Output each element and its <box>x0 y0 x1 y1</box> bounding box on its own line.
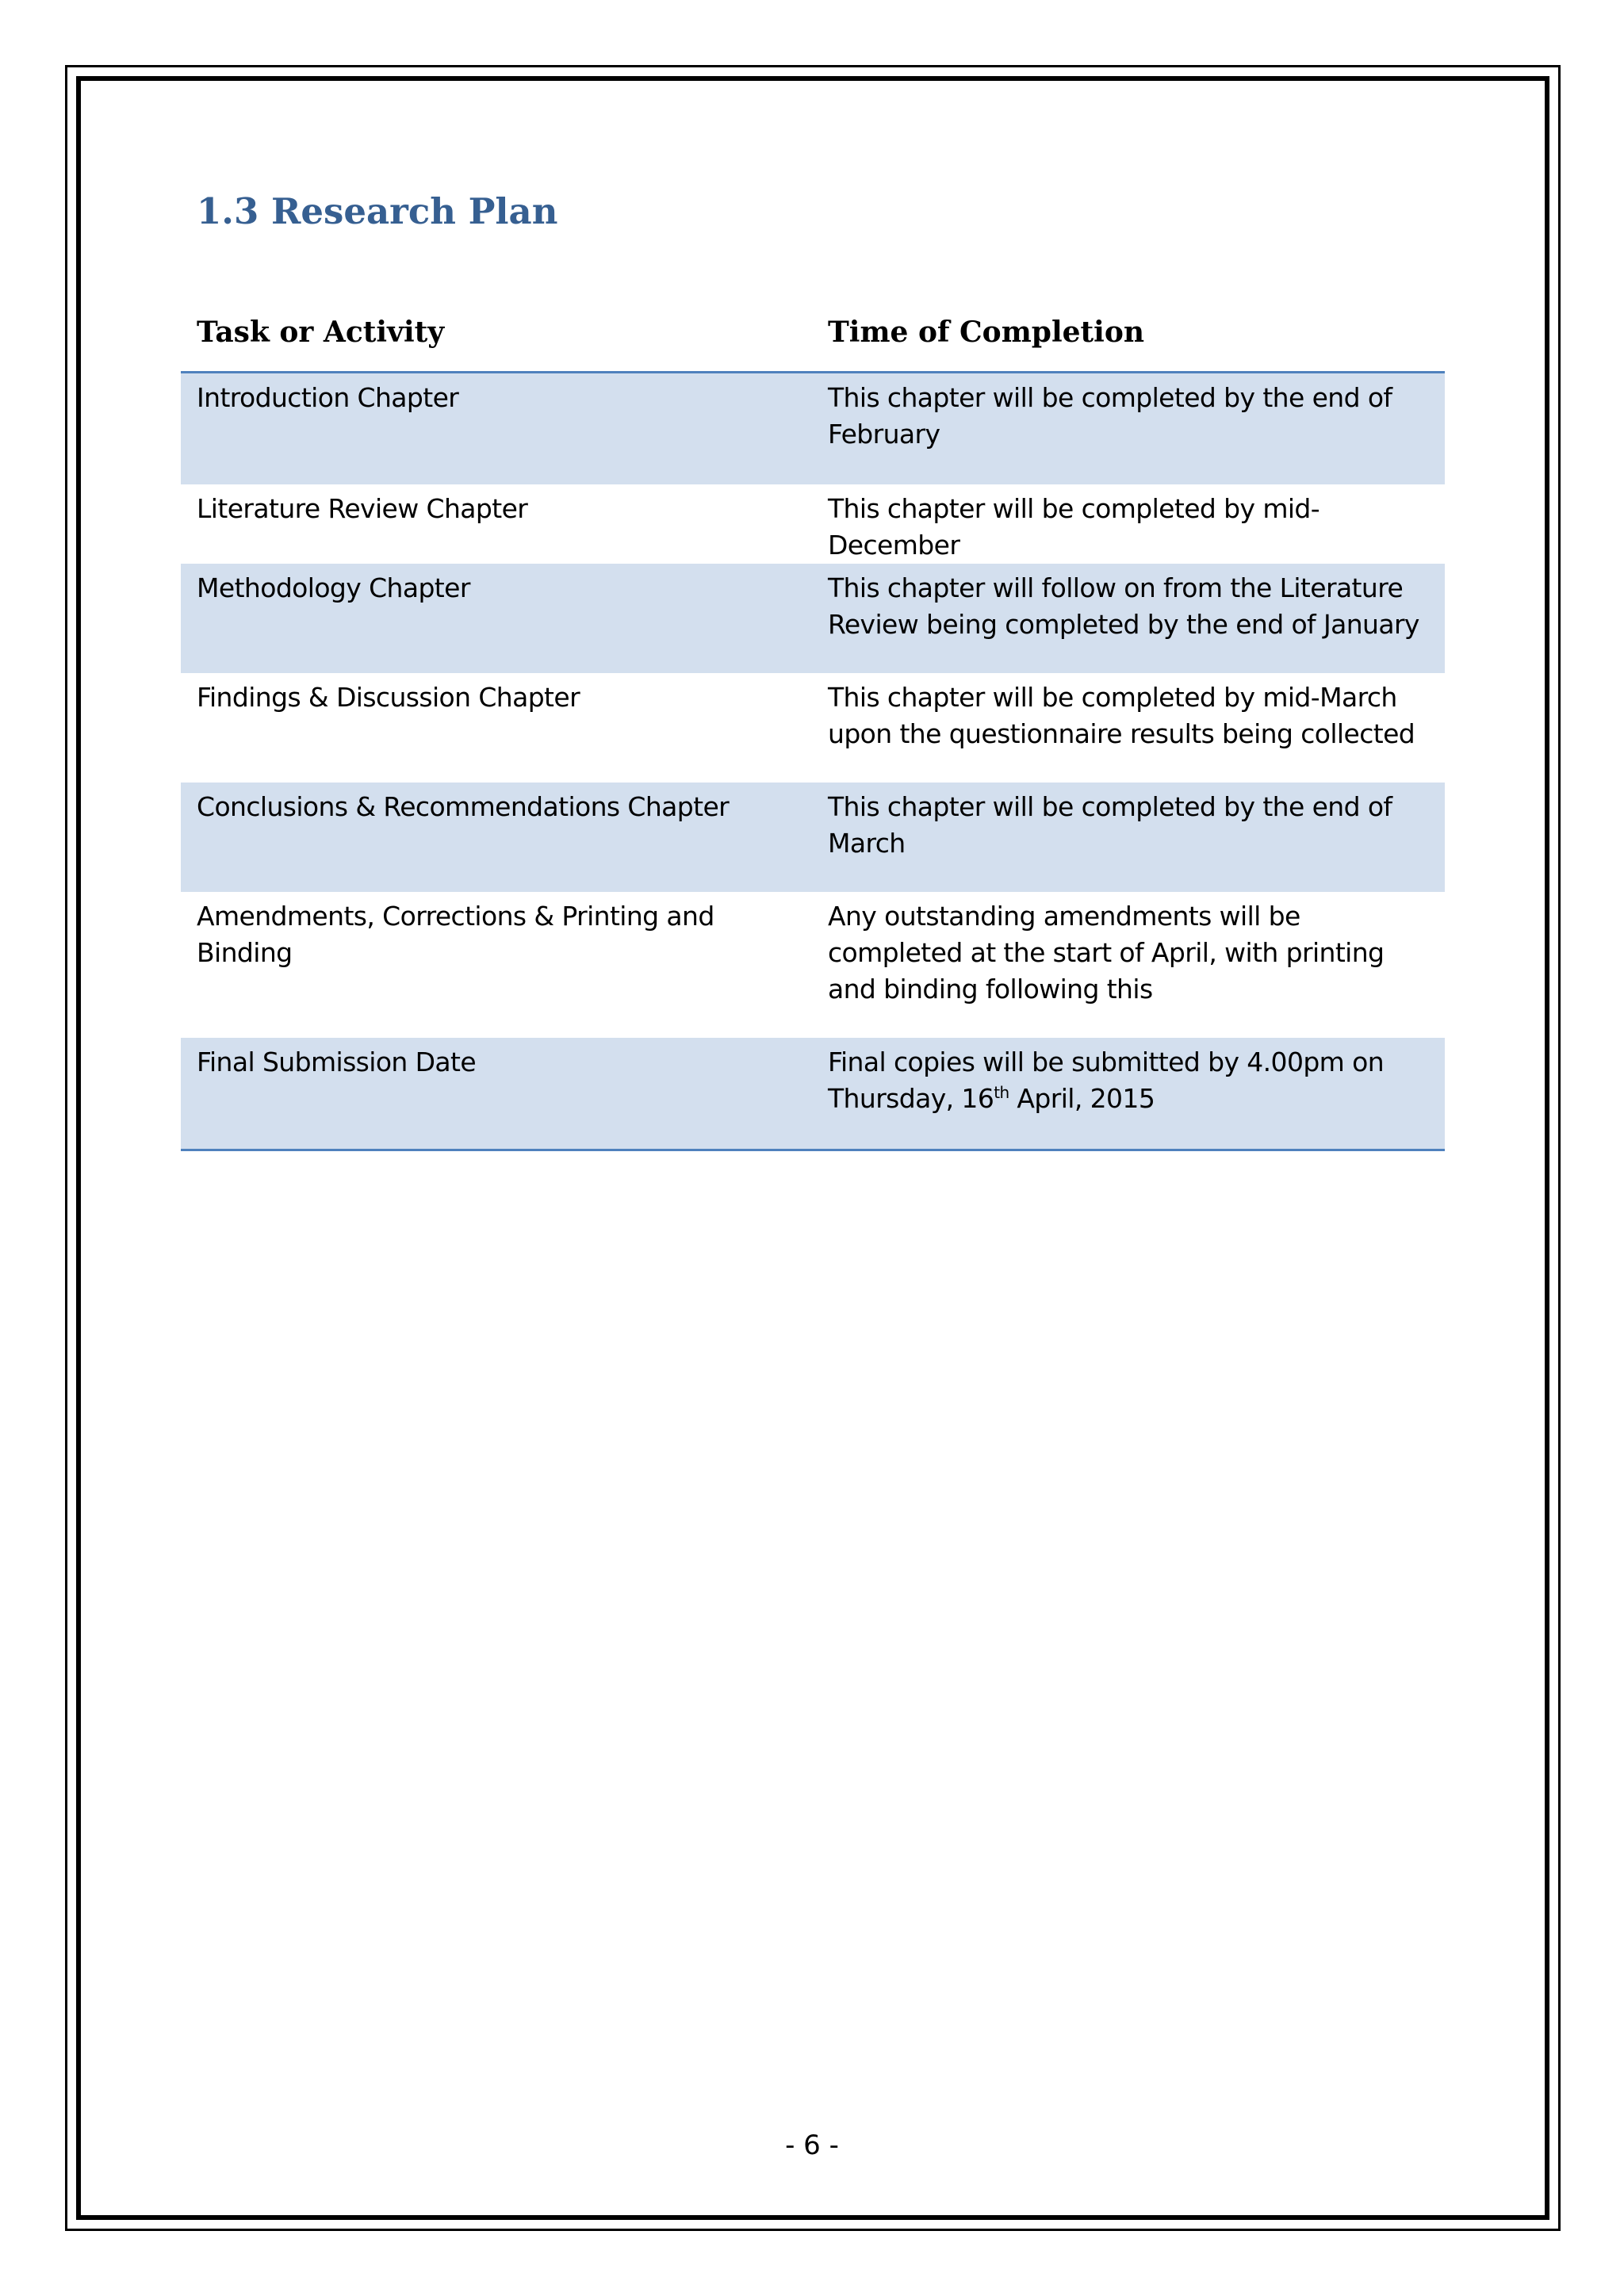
ordinal-suffix: th <box>994 1083 1009 1102</box>
time-cell: This chapter will be completed by the end of March <box>812 783 1445 892</box>
research-plan-table <box>181 301 1445 1151</box>
time-text-after: April, 2015 <box>1009 1083 1155 1114</box>
time-cell: This chapter will be completed by mid-December <box>812 484 1445 564</box>
table-row <box>181 373 1445 485</box>
task-cell: Introduction Chapter <box>181 373 812 485</box>
task-cell: Findings & Discussion Chapter <box>181 673 812 783</box>
task-cell: Conclusions & Recommendations Chapter <box>181 783 812 892</box>
time-text-before: Final copies will be submitted by 4.00pm on Thursday, 16 <box>828 1047 1385 1114</box>
page-number: - 6 - <box>785 2130 839 2161</box>
time-cell: This chapter will be completed by the end of February <box>812 373 1445 485</box>
table-row <box>181 484 1445 564</box>
task-cell: Methodology Chapter <box>181 564 812 673</box>
time-cell: This chapter will follow on from the Literature Review being completed by the end of January <box>812 564 1445 673</box>
table-row <box>181 673 1445 783</box>
time-cell <box>812 1038 1445 1150</box>
task-cell: Literature Review Chapter <box>181 484 812 564</box>
table-header-row <box>181 301 1445 373</box>
table-row <box>181 783 1445 892</box>
table-row <box>181 564 1445 673</box>
table-row <box>181 1038 1445 1150</box>
column-header-task: Task or Activity <box>181 301 812 373</box>
table-row <box>181 892 1445 1038</box>
time-cell: This chapter will be completed by mid-March upon the questionnaire results being collected <box>812 673 1445 783</box>
column-header-time: Time of Completion <box>812 301 1445 373</box>
task-cell: Amendments, Corrections & Printing and Binding <box>181 892 812 1038</box>
section-heading: 1.3 Research Plan <box>197 190 558 232</box>
task-cell: Final Submission Date <box>181 1038 812 1150</box>
time-cell: Any outstanding amendments will be completed at the start of April, with printing and binding following this <box>812 892 1445 1038</box>
